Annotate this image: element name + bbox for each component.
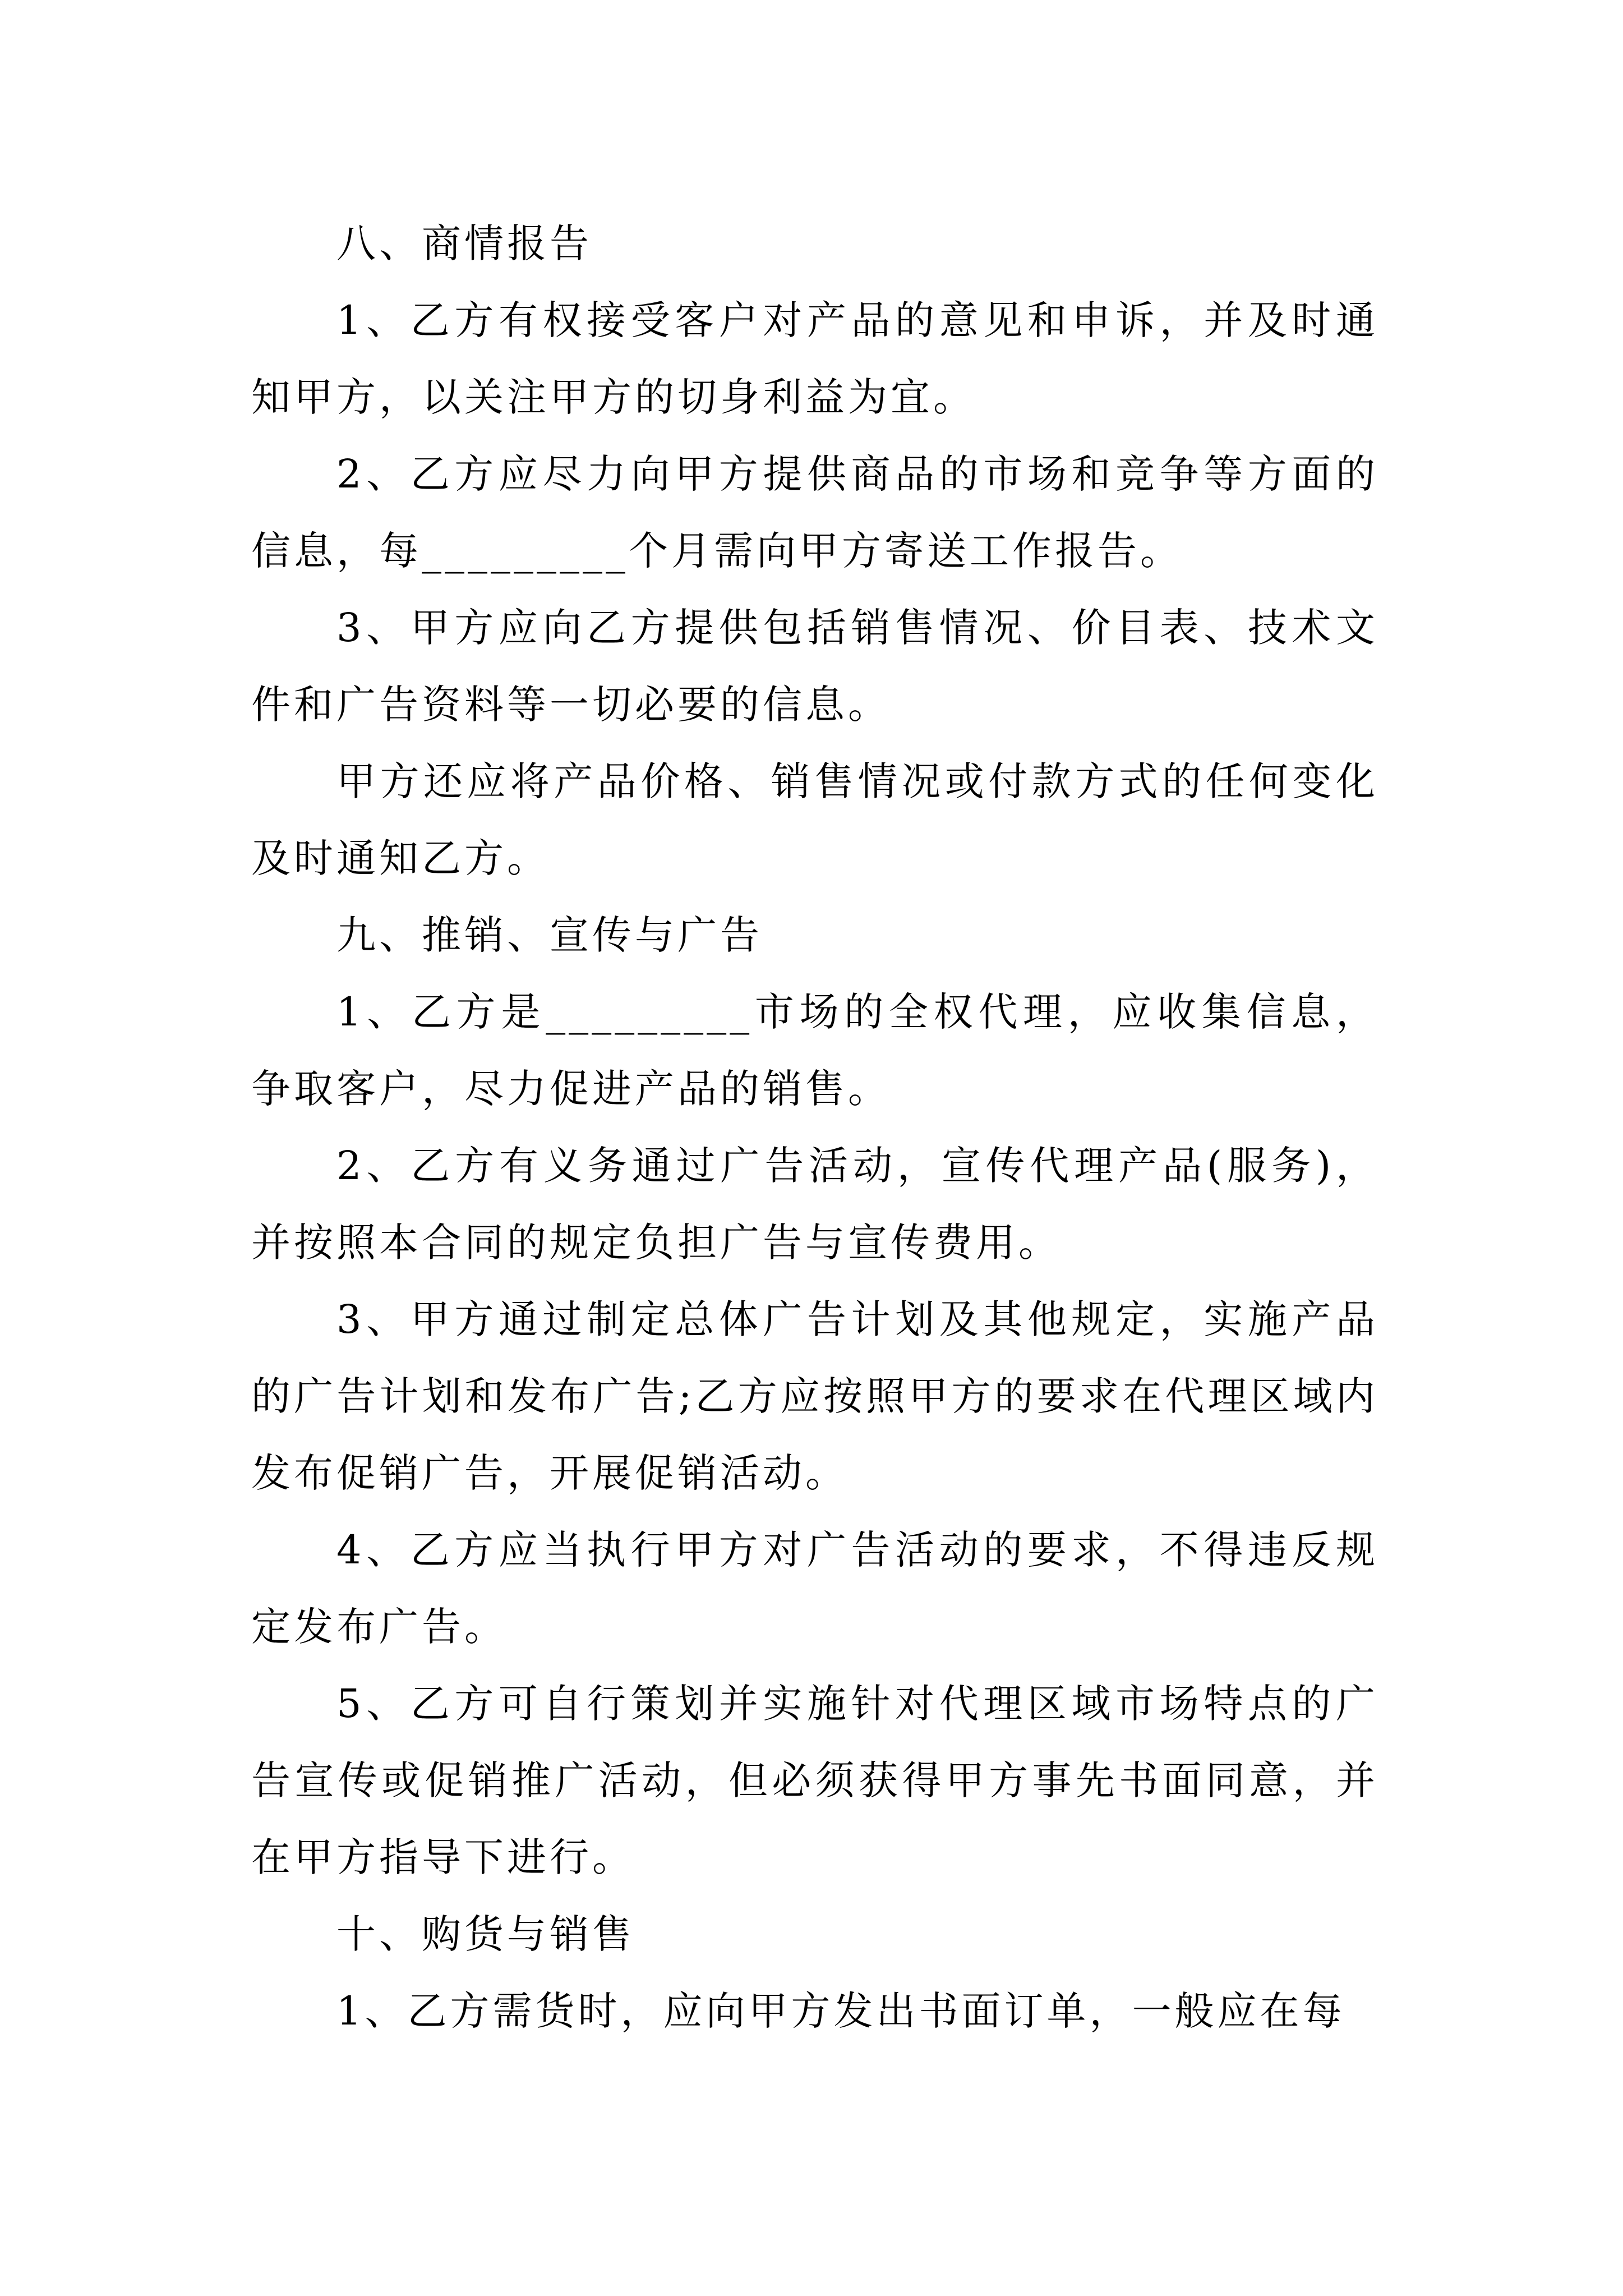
- paragraph-8-3: 3、甲方应向乙方提供包括销售情况、价目表、技术文件和广告资料等一切必要的信息。: [251, 605, 1378, 728]
- paragraph-8-2: 2、乙方应尽力向甲方提供商品的市场和竞争等方面的信息，每_________个月需向甲方寄送工作报告。: [251, 451, 1378, 574]
- paragraph-8-1: 1、乙方有权接受客户对产品的意见和申诉，并及时通知甲方，以关注甲方的切身利益为宜。: [251, 297, 1378, 420]
- paragraph-10-1: 1、乙方需货时，应向甲方发出书面订单，一般应在每: [336, 1988, 1345, 2034]
- paragraph-9-1: 1、乙方是_________市场的全权代理，应收集信息，争取客户，尽力促进产品的销售。: [251, 989, 1378, 1112]
- section-heading-8: 八、商情报告: [336, 220, 592, 266]
- section-heading-10: 十、购货与销售: [336, 1911, 635, 1957]
- paragraph-8-3-continued: 甲方还应将产品价格、销售情况或付款方式的任何变化及时通知乙方。: [251, 758, 1378, 881]
- paragraph-9-5: 5、乙方可自行策划并实施针对代理区域市场特点的广告宣传或促销推广活动，但必须获得甲方事先书面同意，并在甲方指导下进行。: [251, 1681, 1378, 1880]
- section-heading-9: 九、推销、宣传与广告: [336, 912, 763, 958]
- paragraph-9-3: 3、甲方通过制定总体广告计划及其他规定，实施产品的广告计划和发布广告;乙方应按照甲方的要求在代理区域内发布促销广告，开展促销活动。: [251, 1296, 1378, 1496]
- document-body: [251, 205, 1378, 2050]
- paragraph-9-4: 4、乙方应当执行甲方对广告活动的要求，不得违反规定发布广告。: [251, 1527, 1378, 1650]
- paragraph-9-2: 2、乙方有义务通过广告活动，宣传代理产品(服务)，并按照本合同的规定负担广告与宣传费用。: [251, 1143, 1378, 1266]
